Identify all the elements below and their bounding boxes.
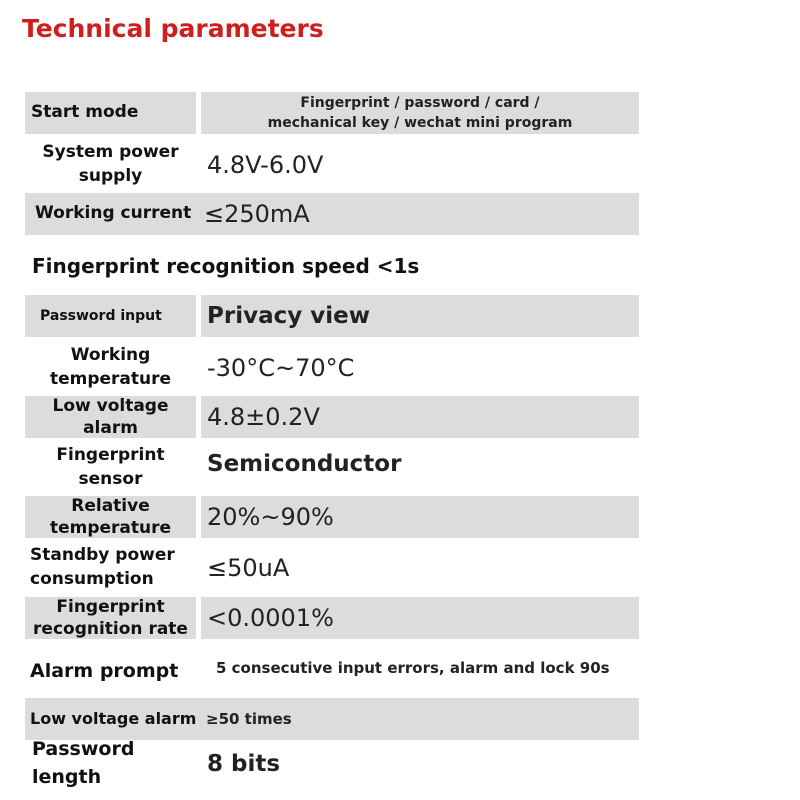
low-voltage-alarm-times-value: ≥50 times: [200, 698, 639, 740]
relative-temperature-value: 20%~90%: [201, 496, 639, 538]
working-current-label: Working current: [25, 193, 200, 235]
row-working-current: [0, 193, 800, 235]
power-supply-value: 4.8V-6.0V: [207, 151, 324, 179]
password-input-label: Password input: [25, 295, 196, 337]
recognition-speed-text: Fingerprint recognition speed <1s: [32, 254, 420, 278]
password-length-value: 8 bits: [207, 751, 281, 777]
row-power-supply: [0, 140, 800, 190]
row-password-input: [0, 295, 800, 337]
low-voltage-alarm-label: Low voltage alarm: [25, 396, 196, 438]
row-low-voltage-alarm: [0, 396, 800, 438]
alarm-prompt-value: 5 consecutive input errors, alarm and lock 90s: [216, 659, 610, 677]
recognition-rate-label: Fingerprint recognition rate: [25, 597, 196, 639]
standby-power-label: Standby power consumption: [30, 545, 175, 589]
recognition-rate-value: <0.0001%: [201, 597, 639, 639]
low-voltage-alarm-times-label: Low voltage alarm: [25, 698, 200, 740]
alarm-prompt-label: Alarm prompt: [30, 659, 179, 682]
row-relative-temperature: [0, 496, 800, 538]
start-mode-value: Fingerprint / password / card / mechanical key / wechat mini program: [201, 92, 639, 134]
row-standby-power: [0, 543, 800, 593]
working-temperature-label: Working temperature: [49, 345, 172, 389]
fingerprint-sensor-label: Fingerprint sensor: [56, 445, 165, 489]
row-start-mode: [0, 92, 800, 134]
fingerprint-sensor-value: Semiconductor: [207, 451, 402, 477]
working-temperature-value: -30°C~70°C: [207, 354, 355, 382]
password-input-value: Privacy view: [201, 295, 639, 337]
low-voltage-alarm-value: 4.8±0.2V: [201, 396, 639, 438]
password-length-label: Password length: [32, 738, 135, 788]
row-recognition-rate: [0, 597, 800, 639]
power-supply-label: System power supply: [42, 142, 179, 186]
row-fingerprint-sensor: [0, 443, 800, 493]
standby-power-value: ≤50uA: [207, 554, 290, 582]
relative-temperature-label: Relative temperature: [25, 496, 196, 538]
page-title: Technical parameters: [22, 14, 324, 43]
row-working-temperature: [0, 343, 800, 393]
row-password-length: [0, 734, 800, 794]
row-recognition-speed: [0, 250, 800, 282]
start-mode-label: Start mode: [25, 92, 196, 134]
row-alarm-prompt: [0, 650, 800, 692]
working-current-value: ≤250mA: [200, 193, 639, 235]
